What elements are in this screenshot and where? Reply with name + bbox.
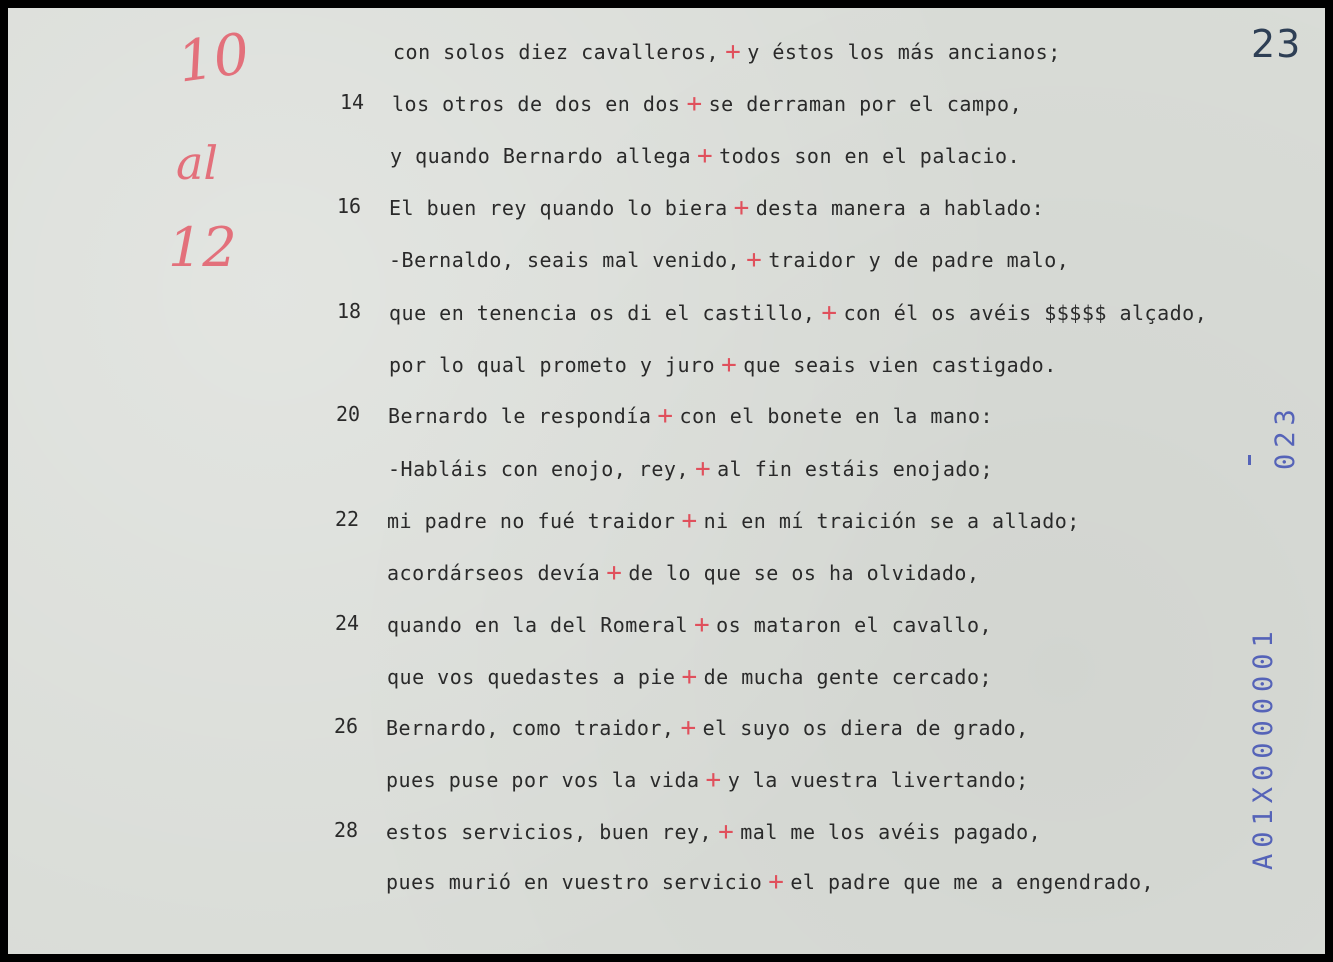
hemistich-first: que vos quedastes a pie <box>387 665 676 689</box>
hemistich-second: traidor y de padre malo, <box>768 248 1070 272</box>
caesura-mark: + <box>606 558 623 588</box>
caesura-mark: + <box>733 193 750 223</box>
verse-line <box>392 88 1022 118</box>
caesura-mark: + <box>681 662 698 692</box>
verse-line <box>393 36 1061 66</box>
caesura-mark: + <box>680 713 697 743</box>
hemistich-second: con el bonete en la mano: <box>679 404 994 428</box>
verse-number: 26 <box>334 714 359 738</box>
handwritten-note-line-2: al <box>176 136 219 190</box>
caesura-mark: + <box>721 350 738 380</box>
hemistich-first: estos servicios, buen rey, <box>386 820 713 844</box>
verse-number: 18 <box>337 299 362 323</box>
verse-number: 22 <box>335 507 360 531</box>
hemistich-second: desta manera a hablado: <box>755 196 1045 220</box>
verse-number: 14 <box>340 90 365 114</box>
archive-stamp-index: 023 <box>1270 403 1301 470</box>
verse-line <box>387 557 980 587</box>
hemistich-first: -Habláis con enojo, rey, <box>388 457 689 481</box>
hemistich-second: ni en mí traición se a allado; <box>703 509 1080 533</box>
hemistich-second: de mucha gente cercado; <box>703 665 993 689</box>
hemistich-second: al fin estáis enojado; <box>717 457 994 481</box>
hemistich-first: Bernardo le respondía <box>388 404 652 428</box>
caesura-mark: + <box>768 867 785 897</box>
document-page <box>8 8 1325 954</box>
verse-line <box>386 712 1029 742</box>
hemistich-first: y quando Bernardo allega <box>390 144 691 168</box>
hemistich-second: y éstos los más ancianos; <box>747 40 1061 64</box>
caesura-mark: + <box>705 765 722 795</box>
hemistich-second: de lo que se os ha olvidado, <box>628 561 980 585</box>
hemistich-first: pues murió en vuestro servicio <box>386 870 763 894</box>
hemistich-second: mal me los avéis pagado, <box>740 820 1042 844</box>
verse-line <box>389 349 1057 379</box>
verse-number: 28 <box>334 818 359 842</box>
verse-line <box>387 505 1080 535</box>
verse-number: 20 <box>336 402 361 426</box>
page-number: 23 <box>1251 22 1302 66</box>
verse-line <box>388 453 993 483</box>
verse-line <box>389 192 1044 222</box>
caesura-mark: + <box>821 298 838 328</box>
verse-number: 16 <box>337 194 362 218</box>
hemistich-first: por lo qual prometo y juro <box>389 353 716 377</box>
hemistich-first: quando en la del Romeral <box>387 613 688 637</box>
caesura-mark: + <box>686 89 703 119</box>
verse-line <box>390 140 1020 170</box>
verse-line <box>387 609 992 639</box>
hemistich-second: con él os avéis $$$$$ alçado, <box>843 301 1208 325</box>
verse-line <box>388 400 993 430</box>
hemistich-second: y la vuestra livertando; <box>727 768 1029 792</box>
handwritten-note-line-3: 12 <box>168 216 237 279</box>
verse-number: 24 <box>335 611 360 635</box>
handwritten-note-line-1: 10 <box>173 21 254 96</box>
caesura-mark: + <box>696 141 714 171</box>
caesura-mark: + <box>718 817 735 847</box>
archive-stamp-tick <box>1248 455 1251 465</box>
verse-line <box>389 244 1069 274</box>
hemistich-second: el suyo os diera de grado, <box>702 716 1029 740</box>
hemistich-second: todos son en el palacio. <box>719 144 1021 168</box>
caesura-mark: + <box>657 401 674 431</box>
hemistich-first: pues puse por vos la vida <box>386 768 700 792</box>
hemistich-second: se derraman por el campo, <box>708 92 1023 116</box>
verse-line <box>386 866 1154 896</box>
hemistich-second: el padre que me a engendrado, <box>790 870 1155 894</box>
hemistich-first: Bernardo, como traidor, <box>386 716 675 740</box>
hemistich-first: que en tenencia os di el castillo, <box>389 301 816 325</box>
caesura-mark: + <box>694 454 712 484</box>
verse-line <box>389 297 1207 327</box>
caesura-mark: + <box>681 506 698 536</box>
hemistich-first: con solos diez cavalleros, <box>393 40 720 64</box>
hemistich-second: os mataron el cavallo, <box>716 613 993 637</box>
hemistich-first: -Bernaldo, seais mal venido, <box>389 248 741 272</box>
archive-stamp-code: A01X0000001 <box>1248 625 1279 870</box>
verse-line <box>387 661 992 691</box>
hemistich-first: acordárseos devía <box>387 561 601 585</box>
caesura-mark: + <box>746 245 763 275</box>
verse-line <box>386 764 1029 794</box>
verse-line <box>386 816 1041 846</box>
hemistich-first: mi padre no fué traidor <box>387 509 676 533</box>
hemistich-second: que seais vien castigado. <box>743 353 1057 377</box>
hemistich-first: El buen rey quando lo biera <box>389 196 728 220</box>
hemistich-first: los otros de dos en dos <box>392 92 681 116</box>
caesura-mark: + <box>725 37 742 67</box>
caesura-mark: + <box>693 610 711 640</box>
